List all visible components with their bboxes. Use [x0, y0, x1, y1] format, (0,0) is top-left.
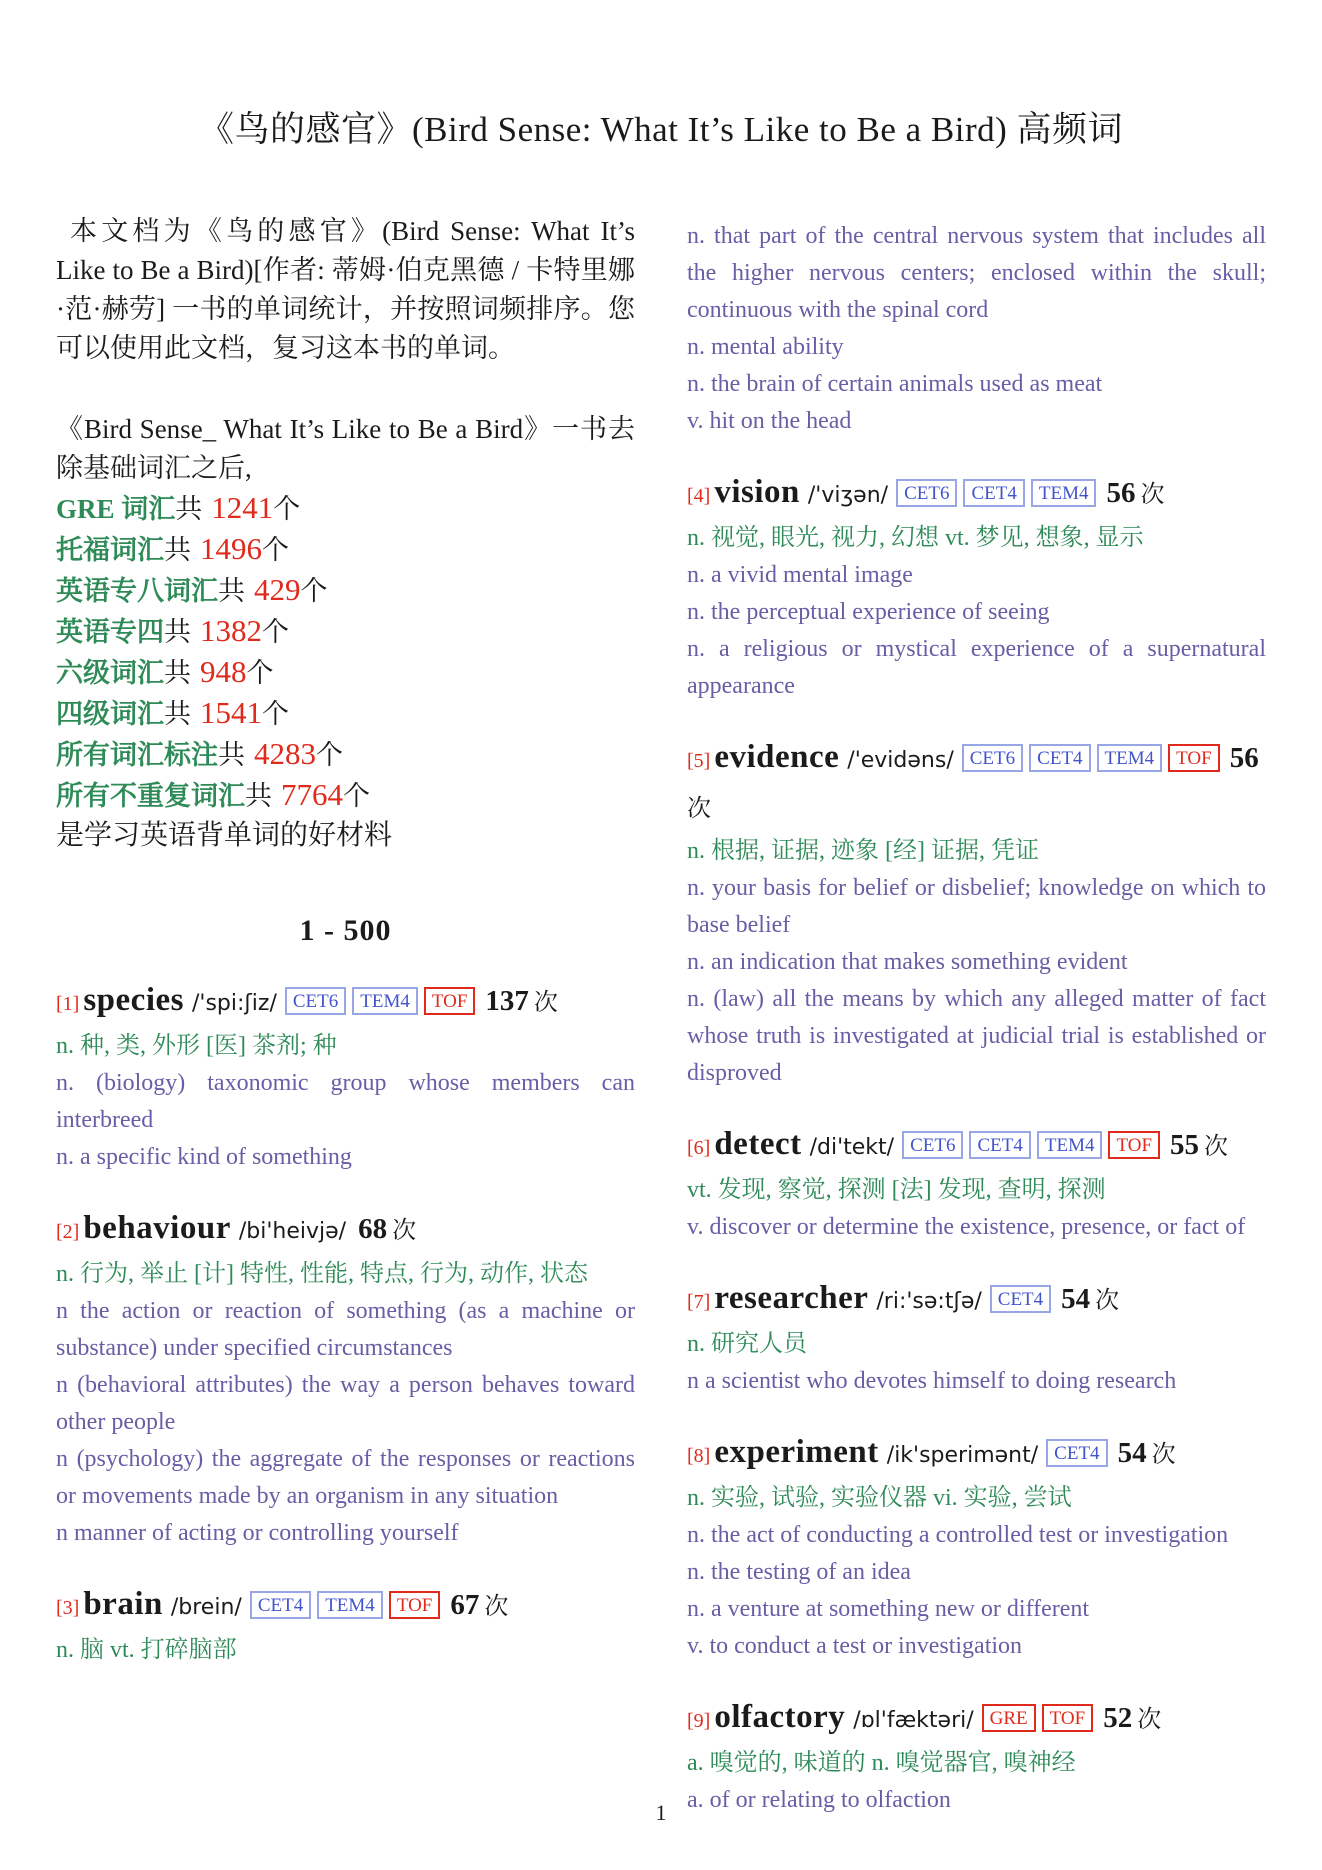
- section-header: 1 - 500: [299, 914, 392, 947]
- entry-word: species: [83, 982, 184, 1018]
- entry-tag: CET6: [896, 479, 957, 507]
- stat-label: 所有不重复词汇: [56, 781, 245, 811]
- entry-pronunciation: /'evidəns/: [847, 748, 954, 773]
- entry-index: [2]: [56, 1221, 80, 1243]
- stat-value: 1496: [200, 531, 262, 566]
- stat-infix: 共: [175, 494, 203, 524]
- entry-header: [56, 976, 635, 1028]
- two-column-layout: [0, 152, 1322, 1819]
- stat-row: [56, 652, 635, 693]
- brain-continued-definitions: [687, 218, 1266, 440]
- entry-count-unit: 次: [392, 1218, 417, 1244]
- definition: n. the act of conducting a controlled test or investigation: [687, 1522, 1229, 1548]
- entry-count: 67: [450, 1589, 480, 1621]
- definition: n. an indication that makes something evident: [687, 949, 1128, 975]
- stat-value: 4283: [254, 736, 316, 771]
- entry-tag: CET4: [963, 479, 1024, 507]
- definition: n (psychology) the aggregate of the responses or reactions or movements made by an organism in any situation: [56, 1446, 635, 1509]
- definition: a. of or relating to olfaction: [687, 1787, 951, 1813]
- entry-pronunciation: /ɒl'fæktəri/: [853, 1708, 974, 1733]
- stat-infix: 共: [218, 740, 245, 770]
- entry-word: brain: [83, 1586, 163, 1622]
- intro-paragraph: 本文档为《鸟的感官》(Bird Sense: What It’s Like to Be a Bird)[作者: 蒂姆·伯克黑德 / 卡特里娜·范·赫劳] 一书的单词统计，并按照词频排序。您可以使用此文档，复习这本书的单词。: [56, 216, 635, 363]
- entry-count-unit: 次: [687, 796, 711, 822]
- entry-pronunciation: /di'tekt/: [809, 1135, 895, 1160]
- entry-tag: CET4: [250, 1591, 311, 1619]
- entry-pronunciation: /'viʒən/: [807, 483, 889, 508]
- entry-tag: CET6: [962, 744, 1023, 772]
- stat-row: [56, 488, 635, 529]
- entry-tag: TOF: [1168, 744, 1220, 772]
- definition: n the action or reaction of something (as a machine or substance) under specified circumstances: [56, 1298, 635, 1361]
- stat-suffix: 个: [246, 658, 274, 688]
- entry-count-unit: 次: [1204, 1134, 1229, 1160]
- stat-row: [56, 734, 635, 775]
- definition: n (behavioral attributes) the way a person behaves toward other people: [56, 1372, 635, 1435]
- page-number: 1: [655, 1800, 667, 1825]
- definition: n. (biology) taxonomic group whose members can interbreed: [56, 1070, 635, 1133]
- definition: n. 种, 类, 外形 [医] 茶剂; 种: [56, 1033, 337, 1059]
- stat-suffix: 个: [273, 494, 301, 524]
- stat-row: [56, 529, 635, 570]
- stat-suffix: 个: [316, 740, 343, 770]
- definition: n. (law) all the means by which any alleged matter of fact whose truth is investigated at judicial trial is established or disproved: [687, 986, 1266, 1086]
- vocab-statistics: [56, 488, 635, 856]
- entry-count-unit: 次: [1151, 1442, 1176, 1468]
- stat-infix: 共: [164, 658, 191, 688]
- stat-row: [56, 775, 635, 816]
- entry-tag: TOF: [424, 987, 476, 1015]
- definition: n. 视觉, 眼光, 视力, 幻想 vt. 梦见, 想象, 显示: [687, 525, 1144, 551]
- stat-value: 429: [254, 572, 301, 607]
- entry-tag: CET6: [285, 987, 346, 1015]
- word-entry-brain: [56, 1580, 635, 1669]
- stat-suffix: 个: [262, 699, 289, 729]
- entry-count: 54: [1061, 1283, 1091, 1315]
- definition: n. 研究人员: [687, 1331, 807, 1357]
- definition: v. hit on the head: [687, 408, 852, 434]
- entry-index: [7]: [687, 1291, 711, 1313]
- entry-count: 52: [1103, 1702, 1133, 1734]
- entry-pronunciation: /ri:'sə:tʃə/: [876, 1289, 982, 1314]
- entry-header: [687, 1274, 1266, 1326]
- entry-pronunciation: /bi'heivjə/: [238, 1219, 347, 1244]
- entry-index: [8]: [687, 1445, 711, 1467]
- entry-index: [3]: [56, 1597, 80, 1619]
- entry-count: 55: [1170, 1129, 1200, 1161]
- definition: v. discover or determine the existence, presence, or fact of: [687, 1214, 1246, 1240]
- entry-word: olfactory: [714, 1699, 846, 1735]
- stat-value: 1382: [200, 613, 262, 648]
- stat-label: 英语专八词汇: [56, 576, 218, 606]
- word-entry-evidence: [687, 733, 1266, 1092]
- entry-header: [687, 733, 1266, 833]
- stat-label: 托福词汇: [56, 535, 164, 565]
- entry-tag: TEM4: [1031, 479, 1097, 507]
- definition: n. mental ability: [687, 334, 844, 360]
- entry-count: 137: [485, 985, 529, 1017]
- entry-tag: CET6: [902, 1131, 963, 1159]
- entry-count-unit: 次: [533, 990, 558, 1016]
- entry-index: [4]: [687, 485, 711, 507]
- entry-tag: TOF: [389, 1591, 441, 1619]
- definition: n. 根据, 证据, 迹象 [经] 证据, 凭证: [687, 838, 1039, 864]
- word-entry-vision: [687, 468, 1266, 705]
- stat-infix: 共: [218, 576, 245, 606]
- entry-count-unit: 次: [484, 1594, 509, 1620]
- entry-count-unit: 次: [1095, 1288, 1120, 1314]
- entry-count: 56: [1106, 477, 1136, 509]
- word-entry-researcher: [687, 1274, 1266, 1400]
- definition: n. 脑 vt. 打碎脑部: [56, 1637, 237, 1663]
- entry-word: detect: [714, 1126, 802, 1162]
- entry-pronunciation: /ik'sperimənt/: [886, 1443, 1039, 1468]
- definition: vt. 发现, 察觉, 探测 [法] 发现, 查明, 探测: [687, 1177, 1106, 1203]
- definition: n. 行为, 举止 [计] 特性, 性能, 特点, 行为, 动作, 状态: [56, 1261, 588, 1287]
- entry-count: 56: [1229, 742, 1259, 774]
- book-stats-intro: 《Bird Sense_ What It’s Like to Be a Bird》一书去除基础词汇之后,: [56, 414, 635, 483]
- entry-index: [9]: [687, 1710, 711, 1732]
- stat-suffix: 个: [343, 781, 370, 811]
- entry-word: experiment: [714, 1434, 879, 1470]
- entry-header: [687, 1693, 1266, 1745]
- definition: n. the perceptual experience of seeing: [687, 599, 1050, 625]
- stat-suffix: 个: [300, 576, 328, 606]
- stat-row: [56, 570, 635, 611]
- definition: n. the testing of an idea: [687, 1559, 911, 1585]
- definition: n. that part of the central nervous system that includes all the higher nervous centers; enclosed within the skull; continuous with the spinal cord: [687, 223, 1266, 323]
- entry-header: [687, 1120, 1266, 1172]
- definition: n. a venture at something new or different: [687, 1596, 1090, 1622]
- definition: v. to conduct a test or investigation: [687, 1633, 1023, 1659]
- entry-tag: TOF: [1042, 1704, 1094, 1732]
- stat-infix: 共: [164, 617, 191, 647]
- stat-label: 所有词汇标注: [56, 740, 218, 770]
- entry-index: [6]: [687, 1137, 711, 1159]
- entry-count-unit: 次: [1140, 482, 1165, 508]
- definition: n a scientist who devotes himself to doing research: [687, 1368, 1177, 1394]
- page-title: 《鸟的感官》(Bird Sense: What It’s Like to Be a Bird) 高频词: [198, 110, 1124, 149]
- definition: n manner of acting or controlling yourself: [56, 1520, 459, 1546]
- definition: n. the brain of certain animals used as meat: [687, 371, 1103, 397]
- stat-label: 英语专四: [56, 617, 164, 647]
- entry-count-unit: 次: [1137, 1707, 1162, 1733]
- definition: n. a religious or mystical experience of a supernatural appearance: [687, 636, 1266, 699]
- entry-count: 68: [358, 1213, 388, 1245]
- entry-index: [1]: [56, 993, 80, 1015]
- stats-closing-line: 是学习英语背单词的好材料: [56, 820, 393, 851]
- stat-row: [56, 693, 635, 734]
- word-entry-species: [56, 976, 635, 1176]
- entry-index: [5]: [687, 750, 711, 772]
- stat-infix: 共: [245, 781, 272, 811]
- entry-tag: CET4: [1046, 1439, 1107, 1467]
- definition: n. your basis for belief or disbelief; knowledge on which to base belief: [687, 875, 1266, 938]
- entry-header: [687, 1428, 1266, 1480]
- word-entry-experiment: [687, 1428, 1266, 1665]
- entry-tag: TEM4: [352, 987, 418, 1015]
- entry-tag: CET4: [990, 1285, 1051, 1313]
- stat-infix: 共: [164, 699, 191, 729]
- entry-header: [56, 1580, 635, 1632]
- entry-count: 54: [1117, 1437, 1147, 1469]
- entry-tag: CET4: [1029, 744, 1090, 772]
- stat-value: 1241: [211, 490, 274, 525]
- word-entry-detect: [687, 1120, 1266, 1246]
- entry-tag: TOF: [1108, 1131, 1160, 1159]
- entry-header: [56, 1204, 635, 1256]
- entry-pronunciation: /brein/: [170, 1595, 242, 1620]
- stat-suffix: 个: [262, 617, 289, 647]
- stat-value: 948: [200, 654, 247, 689]
- definition: n. a vivid mental image: [687, 562, 913, 588]
- entry-word: researcher: [714, 1280, 869, 1316]
- entry-tag: TEM4: [1097, 744, 1163, 772]
- entry-word: behaviour: [83, 1210, 231, 1246]
- stat-infix: 共: [164, 535, 191, 565]
- stat-value: 1541: [200, 695, 262, 730]
- entry-pronunciation: /'spi:ʃiz/: [191, 991, 277, 1016]
- entry-tag: TEM4: [1037, 1131, 1103, 1159]
- entry-header: [687, 468, 1266, 520]
- word-entry-behaviour: [56, 1204, 635, 1552]
- entry-tag: CET4: [969, 1131, 1030, 1159]
- definition: n. a specific kind of something: [56, 1144, 352, 1170]
- entry-word: evidence: [714, 739, 840, 775]
- stat-label: GRE 词汇: [56, 494, 176, 524]
- entry-tag: GRE: [982, 1704, 1036, 1732]
- left-column: [56, 212, 635, 1819]
- stat-suffix: 个: [262, 535, 289, 565]
- definition: n. 实验, 试验, 实验仪器 vi. 实验, 尝试: [687, 1485, 1072, 1511]
- stat-row: [56, 611, 635, 652]
- definition: a. 嗅觉的, 味道的 n. 嗅觉器官, 嗅神经: [687, 1750, 1076, 1776]
- stat-label: 六级词汇: [56, 658, 164, 688]
- entry-tag: TEM4: [317, 1591, 383, 1619]
- entry-word: vision: [714, 474, 800, 510]
- stat-value: 7764: [281, 777, 343, 812]
- stat-label: 四级词汇: [56, 699, 164, 729]
- right-column: [687, 212, 1266, 1819]
